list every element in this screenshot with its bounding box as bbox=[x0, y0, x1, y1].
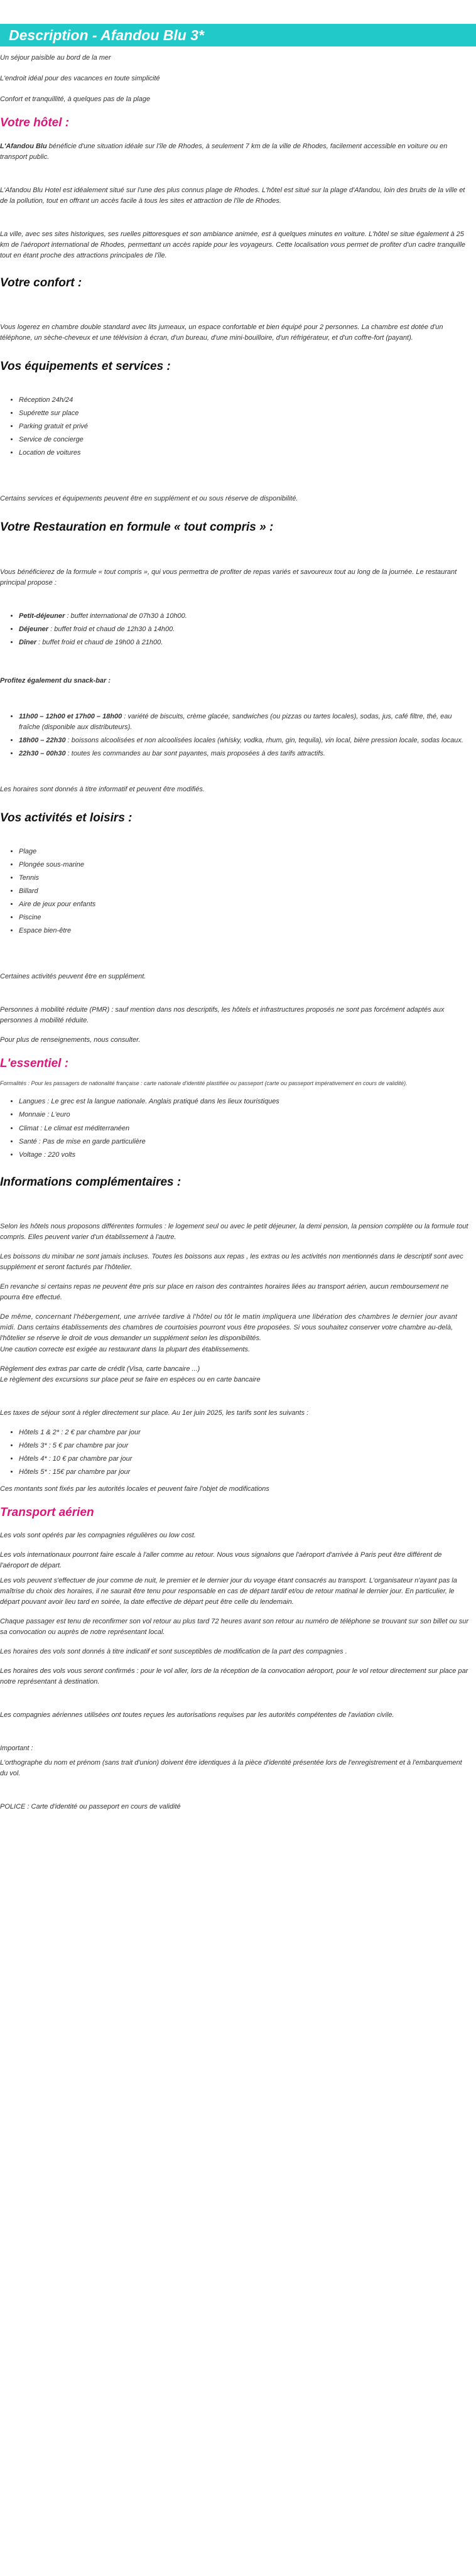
list-item: • Location de voitures bbox=[19, 448, 468, 458]
meals-list bbox=[0, 611, 468, 648]
list-item: • Service de concierge bbox=[19, 435, 468, 445]
hotel-paragraph-2: L'Afandou Blu Hotel est idéalement situé sur l'une des plus connus plage de Rhodes. L'hôtel est situé sur la plage d'Afandou, loin des bruits de la ville et de la pollution, tout en offrant un accès facile à tous les sites et attraction de l'île de Rhodes. bbox=[0, 186, 465, 205]
list-item bbox=[19, 712, 468, 733]
activities-heading: Vos activités et loisirs : bbox=[0, 811, 133, 825]
list-item: • Réception 24h/24 bbox=[19, 395, 468, 406]
transport-heading: Transport aérien bbox=[0, 1505, 94, 1519]
snack-heading: Profitez également du snack-bar : bbox=[0, 676, 111, 685]
restauration-heading: Votre Restauration en formule « tout compris » : bbox=[0, 521, 274, 534]
hotel-name: L'Afandou Blu bbox=[0, 142, 47, 150]
equipment-heading: Vos équipements et services : bbox=[0, 360, 171, 374]
list-item: • Tennis bbox=[19, 873, 468, 884]
transport-paragraph-8: L'orthographe du nom et prénom (sans trait d'union) doivent être identiques à la pièce d'identité présentée lors de l'enregistrement et à l'embarquement du vol. bbox=[0, 1759, 462, 1778]
info-heading: Informations complémentaires : bbox=[0, 1175, 181, 1189]
list-item: • Climat : Le climat est méditerranéen bbox=[19, 1123, 468, 1134]
meal-label: Dîner bbox=[19, 638, 37, 646]
hotel-paragraph-1-text: bénéficie d'une situation idéale sur l'île de Rhodes, à seulement 7 km de la ville de Rhodes, facilement accessible en voiture ou en transport public. bbox=[0, 142, 448, 161]
list-item: • Plongée sous-marine bbox=[19, 860, 468, 870]
info-paragraph-3: En revanche si certains repas ne peuvent être pris sur place en raison des contraintes horaires liées au transport aérien, aucun remboursement ne pourra être effectué. bbox=[0, 1283, 449, 1302]
info-paragraph-2: Les boissons du minibar ne sont jamais incluses. Toutes les boissons aux repas , les extras ou les activités non mentionnés dans le descriptif sont avec supplément et seront facturés par l'hôtelier. bbox=[0, 1253, 463, 1272]
restauration-intro: Vous bénéficierez de la formule « tout compris », qui vous permettra de profiter de repas variés et savoureux tout au long de la journée. Le restaurant principal propose : bbox=[0, 568, 457, 587]
info-paragraph-1: Selon les hôtels nous proposons différentes formules : le logement seul ou avec le petit déjeuner, la demi pension, la pension complète ou la formule tout compris. Elles peuvent varier d'un établissement à l'autre. bbox=[0, 1223, 468, 1242]
transport-paragraph-3: Les vols peuvent s'effectuer de jour comme de nuit, le premier et le dernier jour du voyage étant consacrés au transport. L'organisateur n'ayant pas la maîtrise du choix des horaires, il ne saurait être tenu pour responsable en cas de départ tardif et/ou de retour matinal le dernier jour. En particulier, le départ pouvant avoir lieu tard en soirée, la date effective de départ peut être celle du lendemain. bbox=[0, 1576, 457, 1606]
snack-label: 11h00 – 12h00 et 17h00 – 18h00 bbox=[19, 712, 122, 720]
info-paragraph-4 bbox=[0, 1312, 468, 1355]
info-paragraph-5 bbox=[0, 1364, 468, 1385]
important-label: Important : bbox=[0, 1744, 33, 1752]
snack-list bbox=[0, 712, 468, 759]
intro-line-3: Confort et tranquillité, à quelques pas de la plage bbox=[0, 95, 151, 104]
hotel-paragraph-1 bbox=[0, 141, 468, 163]
list-item: • Supérette sur place bbox=[19, 408, 468, 419]
list-item: • Monnaie : L'euro bbox=[19, 1110, 468, 1120]
description-banner: Description - Afandou Blu 3* bbox=[0, 24, 476, 46]
intro-line-2: L'endroit idéal pour des vacances en toute simplicité bbox=[0, 75, 160, 83]
tax-intro: Les taxes de séjour sont à régler directement sur place. Au 1er juin 2025, les tarifs sont les suivants : bbox=[0, 1409, 309, 1417]
list-item: • Hôtels 4* : 10 € par chambre par jour bbox=[19, 1454, 468, 1464]
list-item bbox=[19, 611, 468, 622]
list-item: • Hôtels 5* : 15€ par chambre par jour bbox=[19, 1467, 468, 1478]
hotel-heading: Votre hôtel : bbox=[0, 116, 70, 130]
list-item: • Parking gratuit et privé bbox=[19, 421, 468, 432]
transport-paragraph-6: Les horaires des vols vous seront confirmés : pour le vol aller, lors de la réception de la convocation aéroport, pour le vol retour directement sur place par notre représentant à destination. bbox=[0, 1667, 468, 1686]
more-info: Pour plus de renseignements, nous consulter. bbox=[0, 1036, 141, 1044]
activities-list bbox=[0, 847, 468, 936]
tax-note: Ces montants sont fixés par les autorités locales et peuvent faire l'objet de modifications bbox=[0, 1485, 269, 1493]
comfort-heading: Votre confort : bbox=[0, 276, 82, 290]
transport-paragraph-7: Les compagnies aériennes utilisées ont toutes reçues les autorisations requises par les autorités compétentes de l'aviation civile. bbox=[0, 1711, 394, 1719]
essential-heading: L'essentiel : bbox=[0, 1057, 69, 1071]
equipment-list bbox=[0, 395, 468, 458]
list-item: • Espace bien-être bbox=[19, 926, 468, 936]
snack-label: 18h00 – 22h30 bbox=[19, 736, 66, 744]
equipment-note: Certains services et équipements peuvent être en supplément et ou sous réserve de disponibilité. bbox=[0, 495, 298, 503]
meal-text: : buffet international de 07h30 à 10h00. bbox=[65, 612, 187, 620]
transport-paragraph-2: Les vols internationaux pourront faire escale à l'aller comme au retour. Nous vous signalons que l'aéroport d'arrivée à Paris peut être différent de l'aéroport de départ. bbox=[0, 1551, 442, 1570]
meal-label: Petit-déjeuner bbox=[19, 612, 65, 620]
comfort-paragraph: Vous logerez en chambre double standard avec lits jumeaux, un espace confortable et bien équipé pour 2 personnes. La chambre est dotée d'un téléphone, un sèche-cheveux et une télévision à écran, d'un bureau, d'une mini-bouilloire, d'un réfrigérateur, et d'un coffre-fort (payant). bbox=[0, 323, 443, 342]
formalities: Formalités : Pour les passagers de nationalité française : carte nationale d'identité plastifiée ou passeport (carte ou passeport impérativement en cours de validité). bbox=[0, 1080, 408, 1086]
list-item bbox=[19, 624, 468, 635]
content bbox=[0, 53, 476, 1812]
list-item: • Plage bbox=[19, 847, 468, 857]
list-item: • Piscine bbox=[19, 912, 468, 923]
hotel-paragraph-3: La ville, avec ses sites historiques, ses ruelles pittoresques et son ambiance animée, est à quelques minutes en voiture. L'hôtel se situe également à 25 km de l'aéroport international de Rhodes, permettant un accès rapide pour les voyageurs. Cette localisation vous permet de profiter d'un cadre tranquille tout en étant proche des attractions principales de l'île. bbox=[0, 230, 466, 259]
restauration-note: Les horaires sont donnés à titre informatif et peuvent être modifiés. bbox=[0, 786, 205, 794]
essential-list bbox=[0, 1096, 468, 1160]
list-item: • Langues : Le grec est la langue nationale. Anglais pratiqué dans les lieux touristiques bbox=[19, 1096, 468, 1107]
list-item: • Billard bbox=[19, 886, 468, 897]
info-paragraph-4a: De même, concernant l'hébergement, une arrivée tardive à l'hôtel ou tôt le matin impliquera une libération des chambres le dernier jour avant midi. bbox=[0, 1313, 458, 1332]
list-item bbox=[19, 749, 468, 759]
transport-paragraph-1: Les vols sont opérés par les compagnies régulières ou low cost. bbox=[0, 1532, 196, 1540]
list-item bbox=[19, 735, 468, 746]
transport-paragraph-5: Les horaires des vols sont donnés à titre indicatif et sont susceptibles de modification de la part des compagnies . bbox=[0, 1647, 347, 1655]
snack-text: : variété de biscuits, crème glacée, sandwiches (ou pizzas ou tartes locales), sodas, jus, café filtre, thé, eau fraîche (disponible aux distributeurs). bbox=[19, 712, 452, 731]
list-item: • Santé : Pas de mise en garde particulière bbox=[19, 1137, 468, 1147]
snack-text: : toutes les commandes au bar sont payantes, mais proposées à des tarifs attractifs. bbox=[65, 750, 325, 758]
snack-label: 22h30 – 00h30 bbox=[19, 750, 66, 758]
intro-line-1: Un séjour paisible au bord de la mer bbox=[0, 54, 111, 62]
transport-paragraph-4: Chaque passager est tenu de reconfirmer son vol retour au plus tard 72 heures avant son retour au numéro de téléphone se trouvant sur son billet ou sur sa convocation ou auprès de notre représentant local. bbox=[0, 1617, 469, 1636]
info-paragraph-4c: Une caution correcte est exigée au restaurant dans la plupart des établissements. bbox=[0, 1345, 251, 1353]
list-item: • Hôtels 1 & 2* : 2 € par chambre par jour bbox=[19, 1427, 468, 1438]
list-item: • Aire de jeux pour enfants bbox=[19, 899, 468, 910]
meal-text: : buffet froid et chaud de 19h00 à 21h00. bbox=[36, 638, 163, 646]
activities-note: Certaines activités peuvent être en supplément. bbox=[0, 972, 146, 980]
police-note: POLICE : Carte d'identité ou passeport en cours de validité bbox=[0, 1803, 181, 1811]
list-item: • Hôtels 3* : 5 € par chambre par jour bbox=[19, 1441, 468, 1451]
info-paragraph-4b: Dans certains établissements des chambres de courtoisies pourront vous être proposées. Si vous souhaitez conserver votre chambre au-delà, l'hôtelier se réserve le droit de vous demander un supplément selon les disponibilités. bbox=[0, 1324, 453, 1343]
meal-text: : buffet froid et chaud de 12h30 à 14h00. bbox=[48, 625, 175, 633]
info-paragraph-5b: Le règlement des excursions sur place peut se faire en espèces ou en carte bancaire bbox=[0, 1375, 261, 1383]
snack-text: : boissons alcoolisées et non alcoolisées locales (whisky, vodka, rhum, gin, tequila), vin local, bière pression locale, sodas locaux. bbox=[65, 736, 463, 744]
list-item bbox=[19, 637, 468, 648]
info-paragraph-5a: Règlement des extras par carte de crédit (Visa, carte bancaire ...) bbox=[0, 1365, 200, 1373]
pmr-paragraph: Personnes à mobilité réduite (PMR) : sauf mention dans nos descriptifs, les hôtels et infrastructures proposés ne sont pas forcément adaptés aux personnes à mobilité réduite. bbox=[0, 1005, 445, 1024]
tax-list bbox=[0, 1427, 468, 1478]
list-item: • Voltage : 220 volts bbox=[19, 1150, 468, 1161]
meal-label: Déjeuner bbox=[19, 625, 49, 633]
